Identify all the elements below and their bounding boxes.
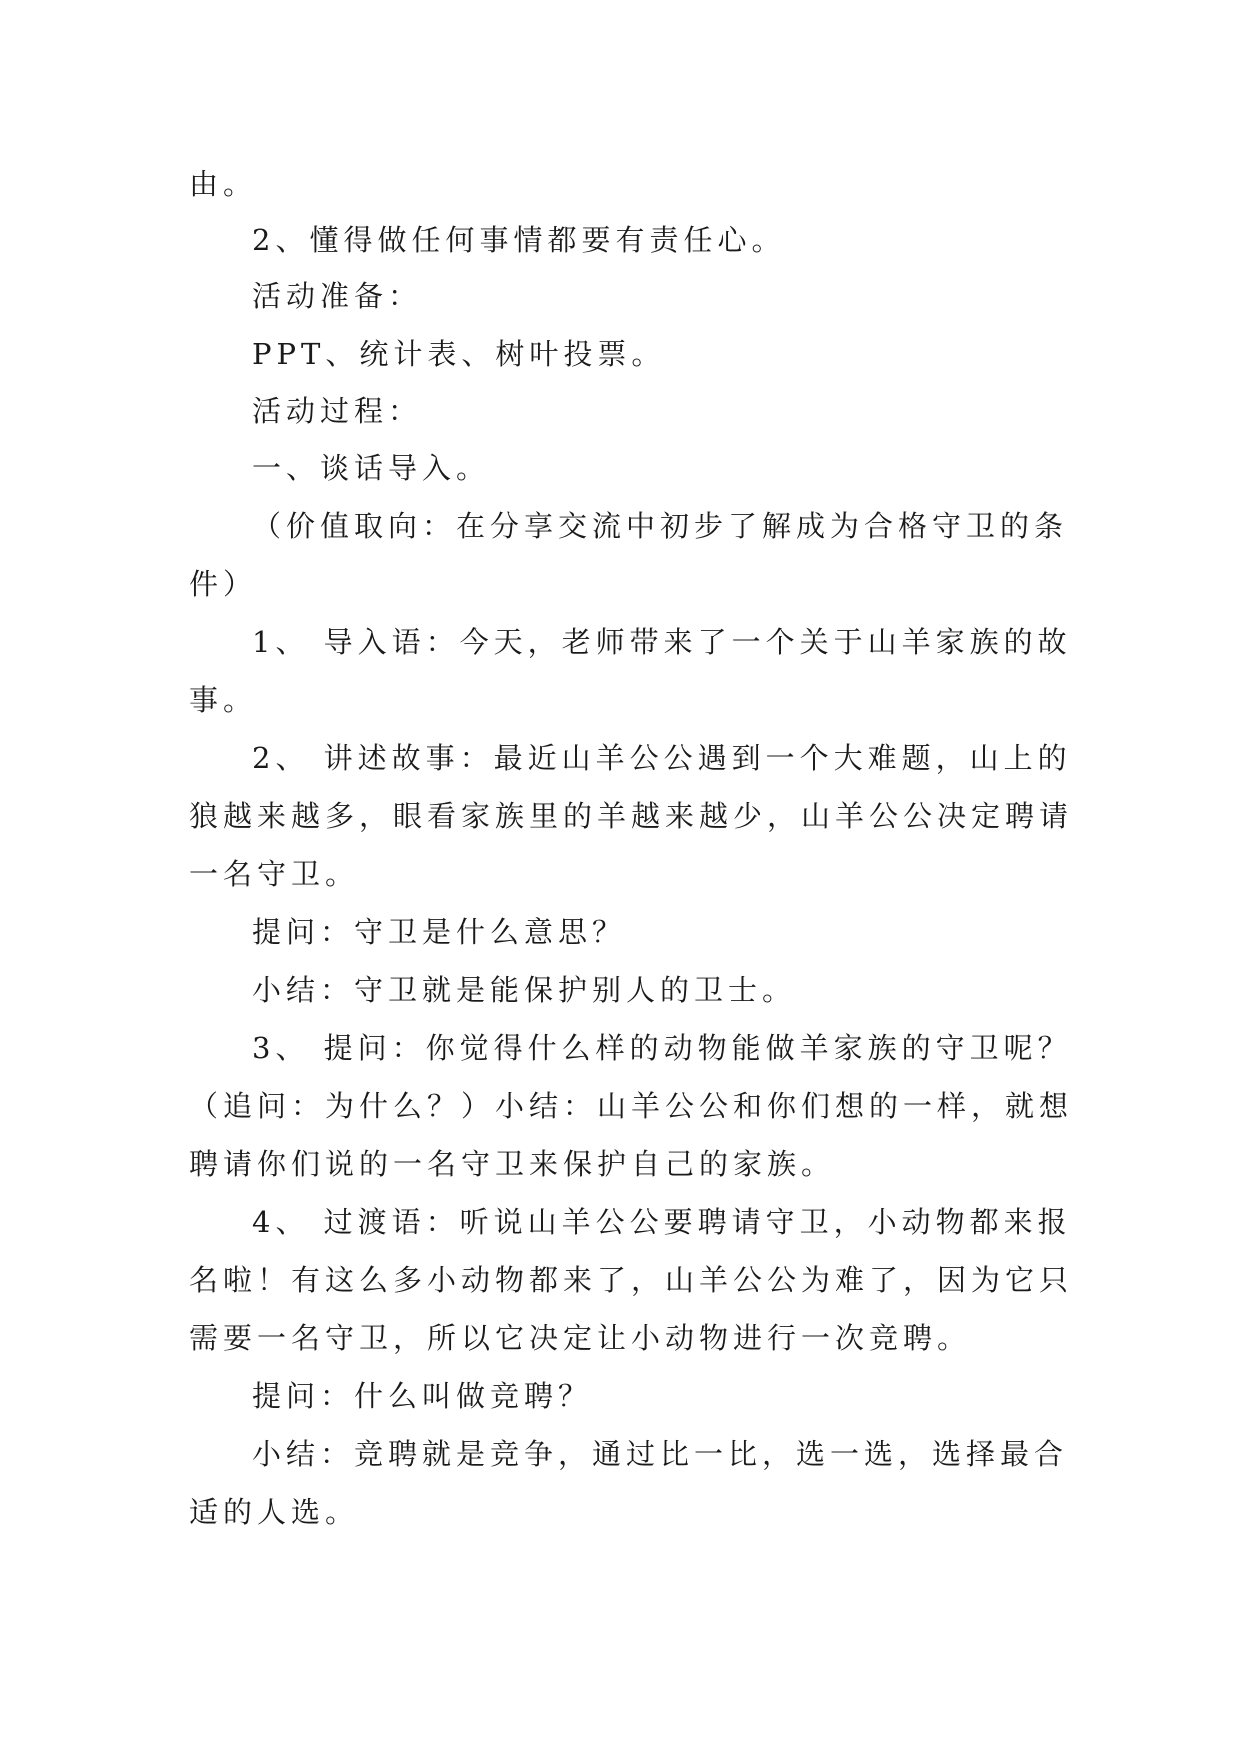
text-line: 活动过程： [252,394,423,428]
text-line: 一名守卫。 [189,857,360,891]
text-line: 事。 [189,683,258,717]
text-line: 小结：竞聘就是竞争，通过比一比，选一选，选择最合 [252,1437,1069,1471]
text-line: 2、 讲述故事：最近山羊公公遇到一个大难题，山上的 [252,741,1072,775]
text-line: 提问：什么叫做竞聘？ [252,1379,593,1413]
text-line: （追问：为什么？）小结：山羊公公和你们想的一样，就想 [189,1089,1074,1123]
text-line: 3、 提问：你觉得什么样的动物能做羊家族的守卫呢？ [252,1031,1072,1065]
text-line: 狼越来越多，眼看家族里的羊越来越少，山羊公公决定聘请 [189,799,1074,833]
text-line: 活动准备： [252,279,423,313]
text-line: 聘请你们说的一名守卫来保护自己的家族。 [189,1147,836,1181]
text-line: 一、谈话导入。 [252,451,491,485]
text-line: 由。 [189,167,258,201]
text-line: 2、懂得做任何事情都要有责任心。 [252,223,786,257]
text-line: 件） [189,567,258,601]
text-line: 1、 导入语：今天，老师带来了一个关于山羊家族的故 [252,625,1072,659]
text-line: 适的人选。 [189,1495,360,1529]
text-line: （价值取向：在分享交流中初步了解成为合格守卫的条 [252,509,1069,543]
text-line: 小结：守卫就是能保护别人的卫士。 [252,973,797,1007]
text-line: 名啦！有这么多小动物都来了，山羊公公为难了，因为它只 [189,1263,1074,1297]
text-line: PPT、统计表、树叶投票。 [252,337,666,371]
text-line: 提问：守卫是什么意思？ [252,915,627,949]
text-line: 4、 过渡语：听说山羊公公要聘请守卫，小动物都来报 [252,1205,1072,1239]
text-line: 需要一名守卫，所以它决定让小动物进行一次竞聘。 [189,1321,972,1355]
